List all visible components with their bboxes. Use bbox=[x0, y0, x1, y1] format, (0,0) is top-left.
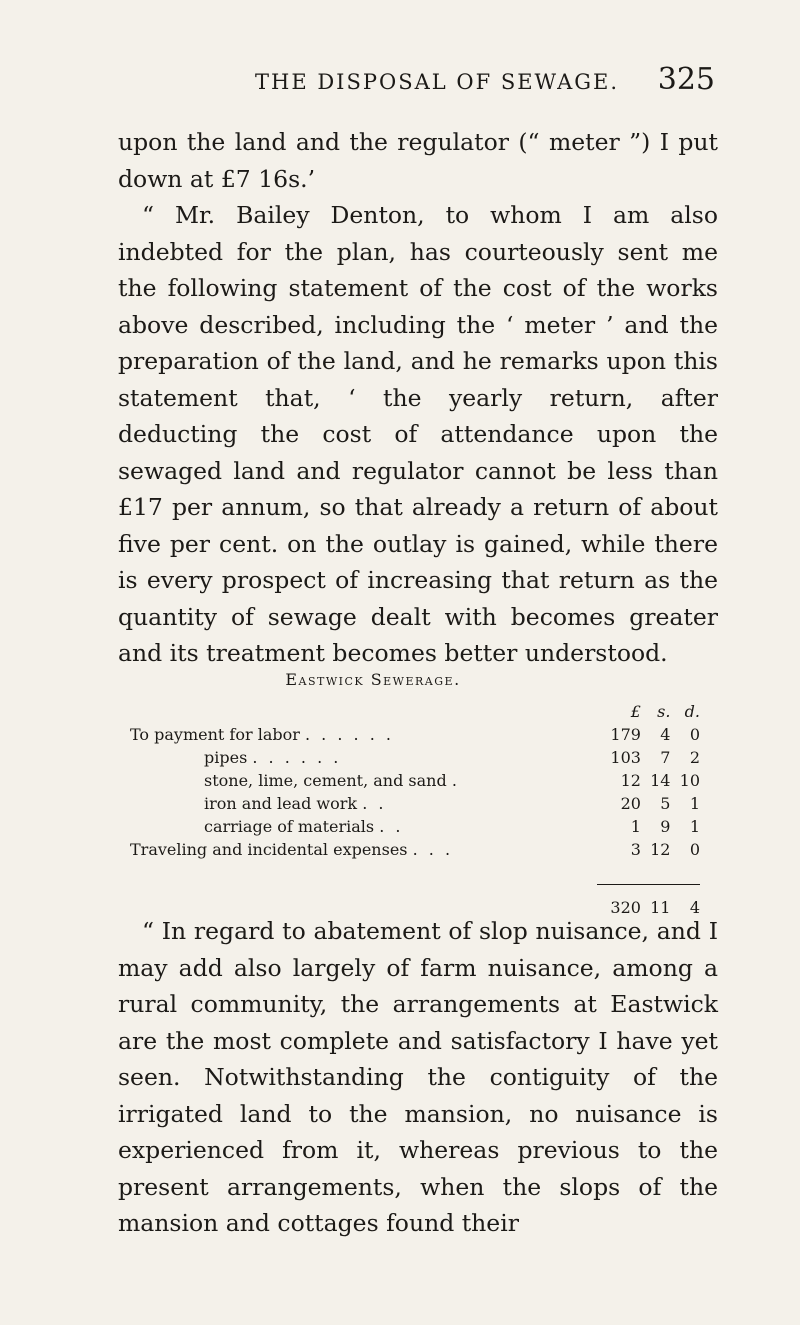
table-row bbox=[130, 838, 700, 861]
row-label: iron and lead work . . bbox=[204, 794, 387, 813]
paragraph-continued: upon the land and the regulator (“ meter ”) I put down at £7 16s.’ bbox=[118, 128, 718, 193]
row-shillings: 12 bbox=[650, 840, 671, 859]
row-pence: 0 bbox=[689, 840, 700, 859]
table-row bbox=[130, 815, 700, 838]
table-row bbox=[130, 769, 700, 792]
table-row bbox=[130, 746, 700, 769]
row-shillings: 9 bbox=[660, 817, 671, 836]
table-title: Eastwick Sewerage. bbox=[285, 670, 461, 689]
row-pence: 1 bbox=[689, 794, 700, 813]
table-row bbox=[130, 792, 700, 815]
row-pence: 1 bbox=[689, 817, 700, 836]
shillings-header: s. bbox=[657, 702, 671, 721]
paragraph-denton: “ Mr. Bailey Denton, to whom I am also indebted for the plan, has courteously sent me the following statement of the cost of the works above described, including the ‘ meter ’ and the preparation of the land, and he remarks upon this statement that, ‘ the yearly return, after deducting the cost of attendance upon the sewaged land and regulator cannot be less than £17 per annum, so that already a return of about five per cent. on the outlay is gained, while there is every prospect of increasing that return as the quantity of sewage dealt with becomes greater and its treatment becomes better understood. bbox=[118, 201, 718, 667]
total-pence: 4 bbox=[689, 897, 700, 917]
text-block-top bbox=[118, 124, 718, 672]
row-label: stone, lime, cement, and sand . bbox=[204, 771, 460, 790]
row-pounds: 20 bbox=[620, 794, 641, 813]
row-label: To payment for labor . . . . . . bbox=[130, 725, 394, 744]
expense-table bbox=[130, 700, 700, 917]
row-pounds: 179 bbox=[610, 725, 641, 744]
row-pounds: 12 bbox=[620, 771, 641, 790]
pence-header: d. bbox=[684, 702, 700, 721]
total-shillings: 11 bbox=[650, 897, 671, 917]
page-header bbox=[95, 62, 715, 102]
table-row bbox=[130, 723, 700, 746]
page-number: 325 bbox=[657, 62, 715, 97]
row-label: carriage of materials . . bbox=[204, 817, 404, 836]
total-row bbox=[130, 884, 700, 917]
row-shillings: 7 bbox=[660, 748, 671, 767]
total-rule-row bbox=[130, 861, 700, 884]
row-shillings: 4 bbox=[660, 725, 671, 744]
row-pence: 2 bbox=[689, 748, 700, 767]
row-shillings: 5 bbox=[660, 794, 671, 813]
text-block-bottom bbox=[118, 913, 718, 1242]
currency-header-row bbox=[130, 700, 700, 723]
paragraph-nuisance: “ In regard to abatement of slop nuisance, and I may add also largely of farm nuisance, among a rural community, the arrangements at Eastwick are the most complete and satisfactory I have yet seen. Notwithstanding the contiguity of the irrigated land to the mansion, no nuisance is experienced from it, whereas previous to the present arrangements, when the slops of the mansion and cottages found their bbox=[118, 917, 718, 1237]
row-pounds: 1 bbox=[630, 817, 641, 836]
row-pounds: 3 bbox=[630, 840, 641, 859]
row-pence: 10 bbox=[679, 771, 700, 790]
row-pounds: 103 bbox=[610, 748, 641, 767]
pounds-header: £ bbox=[630, 702, 641, 721]
running-head: THE DISPOSAL OF SEWAGE. bbox=[255, 70, 620, 94]
row-label: Traveling and incidental expenses . . . bbox=[130, 840, 454, 859]
row-shillings: 14 bbox=[650, 771, 671, 790]
total-rule bbox=[597, 861, 700, 884]
row-pence: 0 bbox=[689, 725, 700, 744]
total-pounds: 320 bbox=[610, 897, 641, 917]
row-label: pipes . . . . . . bbox=[204, 748, 342, 767]
